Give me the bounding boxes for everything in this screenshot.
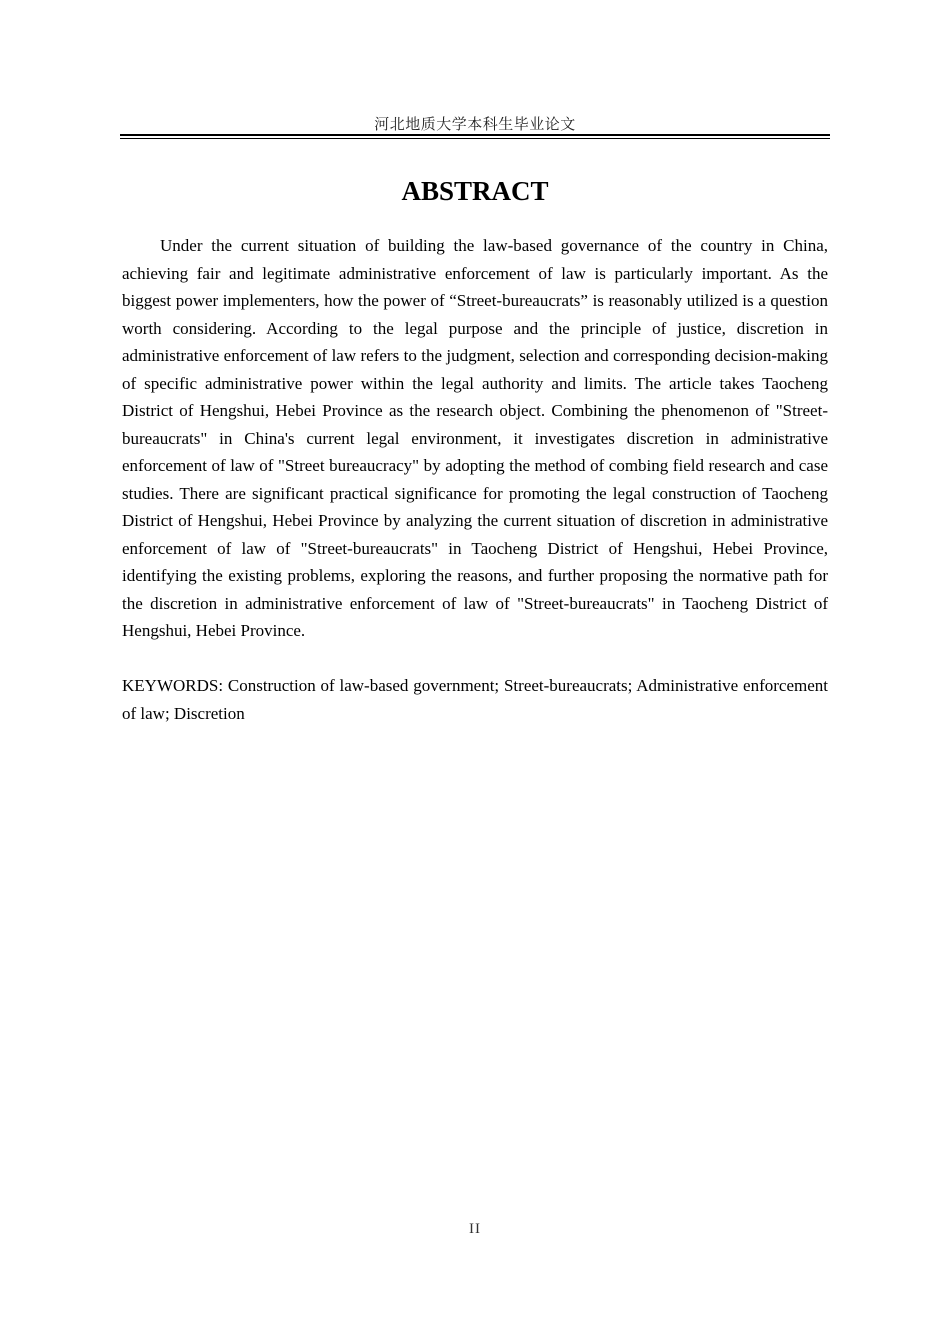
page-header-title: 河北地质大学本科生毕业论文 [374, 115, 576, 133]
header-divider-thin [120, 138, 830, 139]
abstract-body [122, 232, 828, 645]
header-divider [120, 134, 830, 140]
header-divider-thick [120, 134, 830, 136]
page-number: II [469, 1221, 481, 1237]
keywords-line: KEYWORDS: Construction of law-based government; Street-bureaucrats; Administrative enforcement of law; Discretion [122, 676, 828, 723]
abstract-heading: ABSTRACT [401, 176, 549, 206]
abstract-paragraph: Under the current situation of building the law-based governance of the country in China, achieving fair and legitimate administrative enforcement of law is particularly important. As the biggest power implementers, how the power of “Street-bureaucrats” is reasonably utilized is a question worth considering. According to the legal purpose and the principle of justice, discretion in administrative enforcement of law refers to the judgment, selection and corresponding decision-making of specific administrative power within the legal authority and limits. The article takes Taocheng District of Hengshui, Hebei Province as the research object. Combining the phenomenon of "Street-bureaucrats" in China's current legal environment, it investigates discretion in administrative enforcement of law of "Street bureaucracy" by adopting the method of combing field research and case studies. There are significant practical significance for promoting the legal construction of Taocheng District of Hengshui, Hebei Province by analyzing the current situation of discretion in administrative enforcement of law of "Street-bureaucrats" in Taocheng District of Hengshui, Hebei Province, identifying the existing problems, exploring the reasons, and further proposing the normative path for the discretion in administrative enforcement of law of "Street-bureaucrats" in Taocheng District of Hengshui, Hebei Province. [122, 236, 828, 640]
